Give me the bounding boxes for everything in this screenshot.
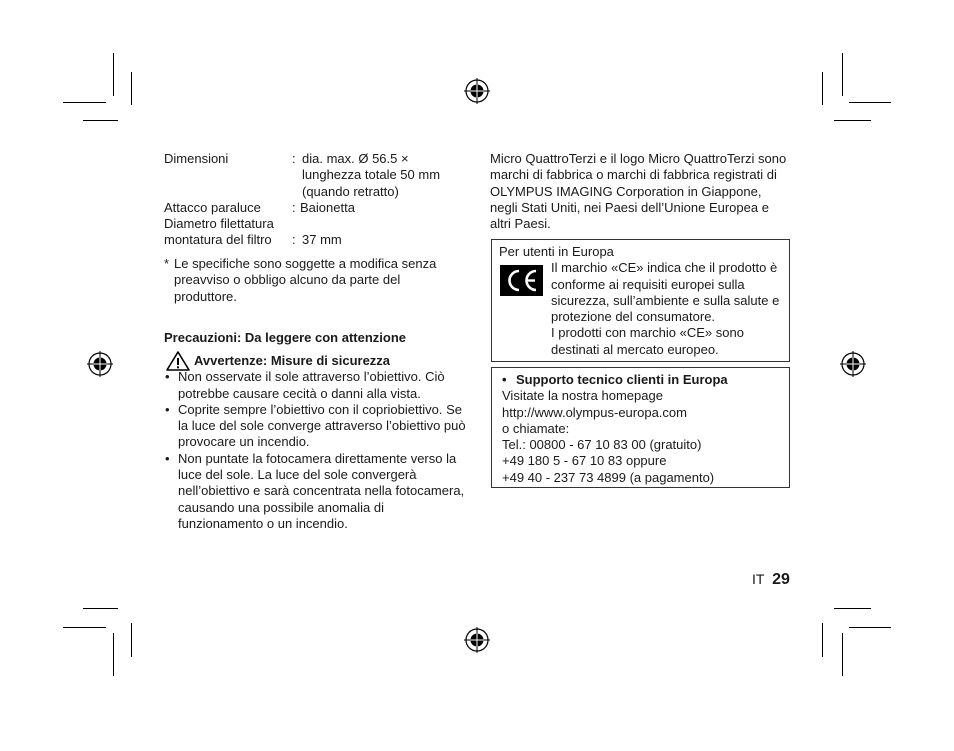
ce-description: Il marchio «CE» indica che il prodotto è conforme ai requisiti europei sulla sicurezza, sull’ambiente e sulla salute e protezione del consumatore. xyxy=(551,260,780,325)
europe-ce-box xyxy=(491,239,790,362)
warnings-heading xyxy=(164,353,469,369)
crop-mark xyxy=(83,120,118,121)
crop-mark xyxy=(842,633,843,676)
crop-mark xyxy=(113,53,114,96)
crop-mark xyxy=(849,627,891,628)
note-text: Le specifiche sono soggette a modifica senza preavviso o obbligo alcuno da parte del produttore. xyxy=(174,256,437,304)
crop-mark xyxy=(131,623,132,657)
spec-value: dia. max. Ø 56.5 × lunghezza totale 50 mm (quando retratto) xyxy=(302,151,441,199)
support-phone: Tel.: 00800 - 67 10 83 00 (gratuito) xyxy=(502,437,702,453)
support-line: Visitate la nostra homepage xyxy=(502,388,663,404)
list-item: • Non osservate il sole attraverso l’obiettivo. Ciò potrebbe causare cecità o danni alla vista. xyxy=(164,369,469,402)
europe-box-title: Per utenti in Europa xyxy=(499,244,614,259)
registration-mark-icon xyxy=(87,351,113,377)
support-title-row xyxy=(502,372,783,388)
spec-hood-mount xyxy=(164,200,464,216)
support-box xyxy=(491,367,790,488)
language-code: IT xyxy=(752,571,765,587)
ce-mark-icon xyxy=(500,265,543,296)
crop-mark xyxy=(131,72,132,105)
page-number: 29 xyxy=(772,571,790,588)
registration-mark-icon xyxy=(840,351,866,377)
precautions-title: Precauzioni: Da leggere con attenzione xyxy=(164,330,406,345)
spec-value: 37 mm xyxy=(302,232,342,247)
warnings-title: Avvertenze: Misure di sicurezza xyxy=(194,353,391,368)
crop-mark xyxy=(822,623,823,657)
spec-value: Baionetta xyxy=(300,200,355,215)
warnings-list xyxy=(164,369,469,532)
support-phone: +49 180 5 - 67 10 83 oppure xyxy=(502,453,667,469)
spec-label: Attacco paraluce xyxy=(164,200,261,215)
trademark-notice: Micro QuattroTerzi e il logo Micro QuattroTerzi sono marchi di fabbrica o marchi di fabbrica registrati di OLYMPUS IMAGING Corporation in Giappone, negli Stati Uniti, nei Paesi dell’Unione Europea e altri Paesi. xyxy=(490,151,787,232)
spec-label: Diametro filettatura montatura del filtro xyxy=(164,216,274,248)
registration-mark-icon xyxy=(464,78,490,104)
spec-separator: : xyxy=(292,232,296,247)
spec-separator: : xyxy=(292,200,296,215)
crop-mark xyxy=(63,627,106,628)
warnings-section xyxy=(164,353,469,532)
warning-triangle-icon xyxy=(166,351,190,371)
crop-mark xyxy=(834,120,871,121)
registration-mark-icon xyxy=(464,627,490,653)
crop-mark xyxy=(63,102,106,103)
crop-mark xyxy=(822,72,823,105)
spec-separator: : xyxy=(292,151,296,166)
ce-market-note: I prodotti con marchio «CE» sono destinati al mercato europeo. xyxy=(551,325,744,357)
list-item: • Coprite sempre l’obiettivo con il copriobiettivo. Se la luce del sole converge attraverso l’obiettivo può provocare un incendio. xyxy=(164,402,469,451)
specifications xyxy=(164,151,464,249)
spec-filter-diameter xyxy=(164,216,464,249)
crop-mark xyxy=(83,608,118,609)
bullet: • xyxy=(502,372,507,387)
support-phone: +49 40 - 237 73 4899 (a pagamento) xyxy=(502,469,715,485)
spec-dimensions xyxy=(164,151,464,200)
crop-mark xyxy=(842,53,843,96)
support-line: o chiamate: xyxy=(502,420,570,436)
crop-mark xyxy=(834,608,871,609)
list-item: • Non puntate la fotocamera direttamente verso la luce del sole. La luce del sole convergerà nell’obiettivo e sarà concentrata nella fotocamera, causando una possibile anomalia di funzionamento o un incendio. xyxy=(164,451,469,532)
crop-mark xyxy=(113,633,114,676)
spec-note xyxy=(164,256,464,305)
page-footer xyxy=(752,571,792,588)
spec-label: Dimensioni xyxy=(164,151,229,166)
note-asterisk: * xyxy=(164,256,170,271)
crop-mark xyxy=(849,102,891,103)
support-url: http://www.olympus-europa.com xyxy=(502,404,687,420)
support-title: Supporto tecnico clienti in Europa xyxy=(516,372,728,387)
